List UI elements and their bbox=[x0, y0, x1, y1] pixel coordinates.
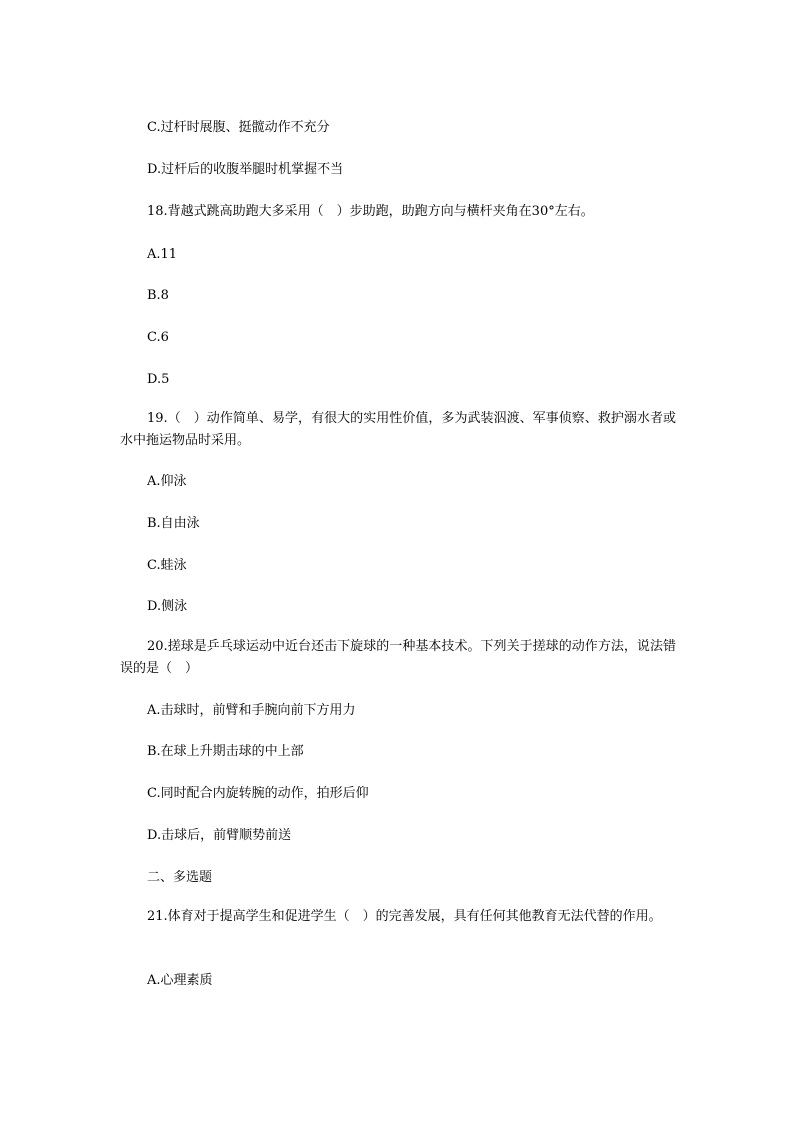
option-c-q18: C.6 bbox=[147, 330, 169, 345]
option-c-q20: C.同时配合内旋转腕的动作，拍形后仰 bbox=[147, 786, 369, 801]
question-20: 20.搓球是乒乓球运动中近台还击下旋球的一种基本技术。下列关于搓球的动作方法，说法错误的是（ ） bbox=[120, 639, 676, 676]
question-19: 19.（ ）动作简单、易学，有很大的实用性价值，多为武装泅渡、军事侦察、救护溺水者或水中拖运物品时采用。 bbox=[120, 411, 676, 448]
option-b-q18: B.8 bbox=[147, 288, 169, 303]
option-b-q19: B.自由泳 bbox=[147, 516, 200, 531]
option-c-q19: C.蛙泳 bbox=[147, 558, 187, 573]
option-c-q17: C.过杆时展腹、挺髋动作不充分 bbox=[147, 120, 330, 135]
question-18: 18.背越式跳高助跑大多采用（ ）步助跑，助跑方向与横杆夹角在30°左右。 bbox=[147, 204, 594, 219]
option-a-q20: A.击球时，前臂和手腕向前下方用力 bbox=[147, 703, 356, 718]
option-a-q18: A.11 bbox=[147, 247, 178, 262]
option-d-q18: D.5 bbox=[147, 372, 170, 387]
option-d-q20: D.击球后，前臂顺势前送 bbox=[147, 828, 292, 843]
section-heading-multiple-choice: 二、多选题 bbox=[147, 870, 213, 885]
option-d-q19: D.侧泳 bbox=[147, 599, 188, 614]
option-a-q21: A.心理素质 bbox=[147, 973, 213, 988]
option-b-q20: B.在球上升期击球的中上部 bbox=[147, 744, 304, 759]
option-a-q19: A.仰泳 bbox=[147, 474, 187, 489]
option-d-q17: D.过杆后的收腹举腿时机掌握不当 bbox=[147, 162, 344, 177]
question-21: 21.体育对于提高学生和促进学生（ ）的完善发展，具有任何其他教育无法代替的作用。 bbox=[147, 909, 662, 924]
